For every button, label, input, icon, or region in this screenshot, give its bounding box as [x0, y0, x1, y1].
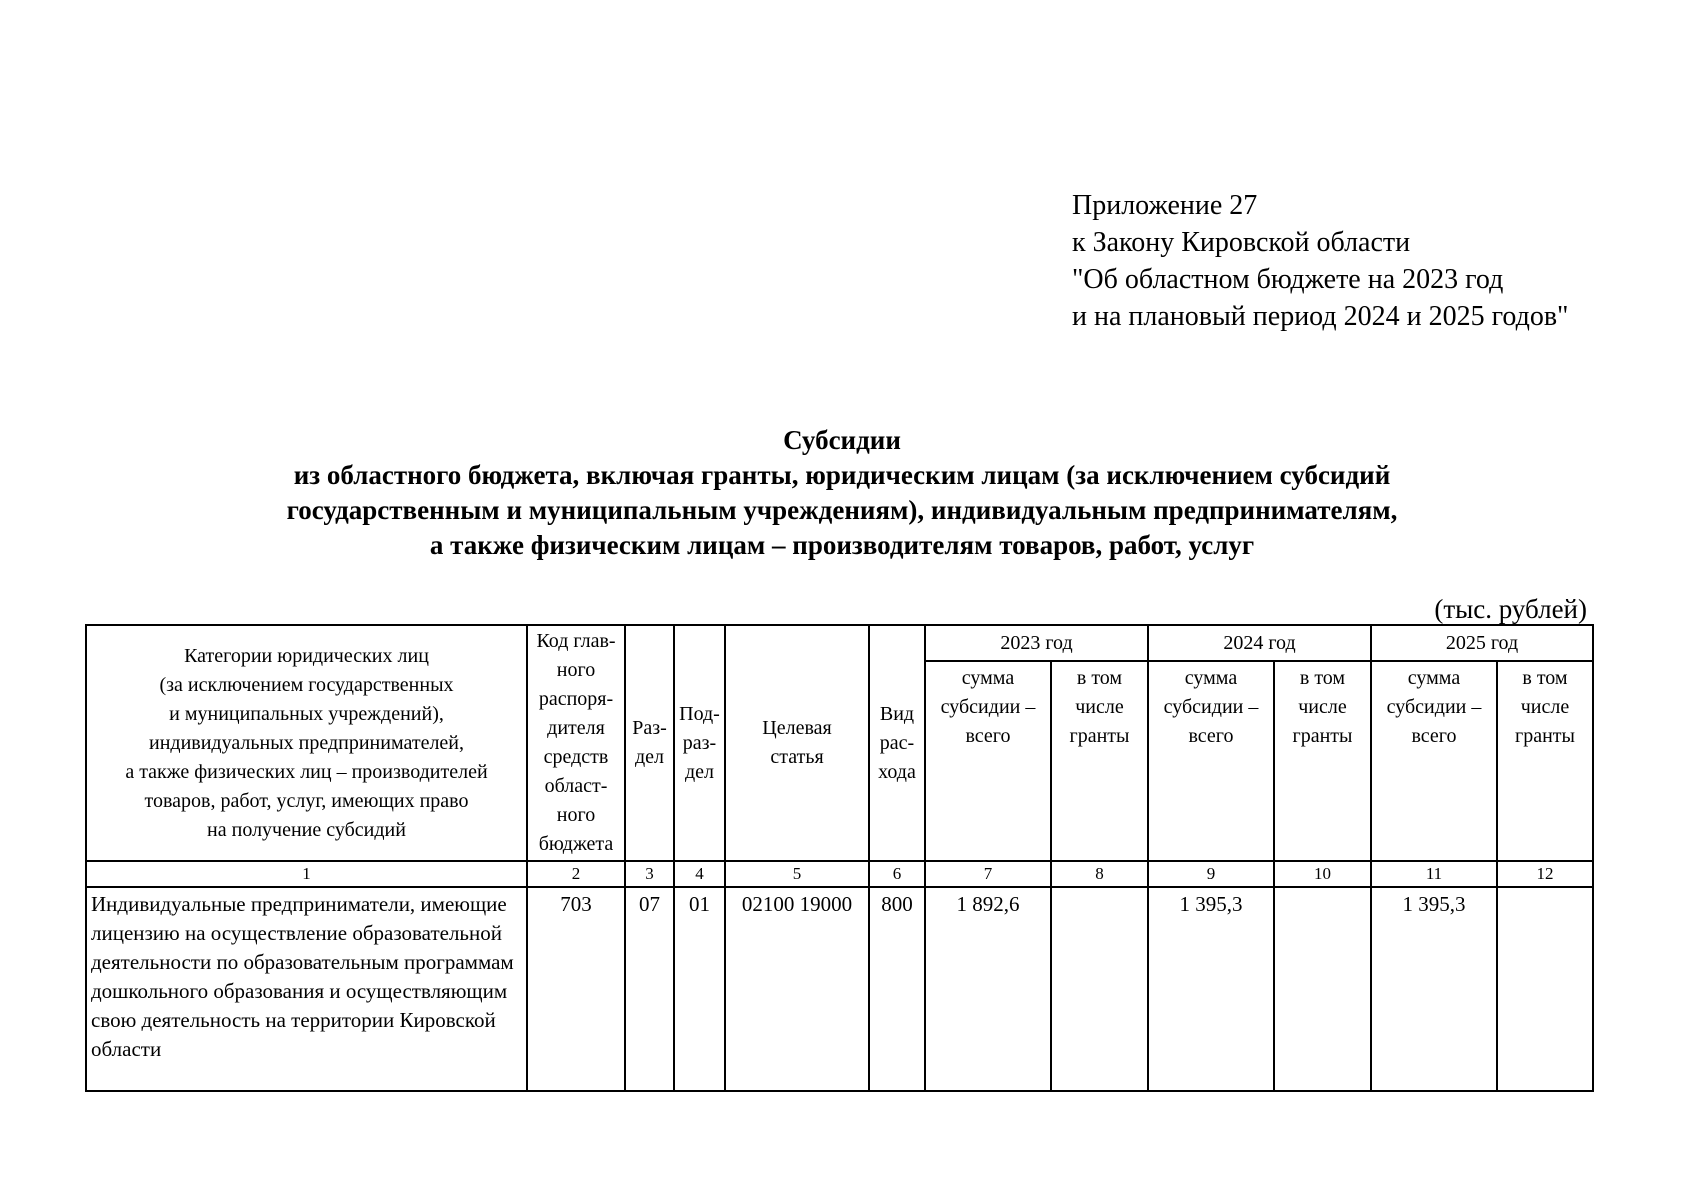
cell-sum-2023: 1 892,6 — [925, 887, 1051, 1091]
column-number: 11 — [1371, 861, 1497, 887]
column-number-row — [86, 861, 1593, 887]
header-subsection: Под- раз- дел — [674, 625, 725, 861]
cell-sum-2025: 1 395,3 — [1371, 887, 1497, 1091]
header-grants-2024: в том числе гранты — [1274, 661, 1371, 861]
appendix-line: Приложение 27 — [1072, 190, 1258, 221]
cell-subsection: 01 — [674, 887, 725, 1091]
title-line: а также физическим лицам – производителям товаров, работ, услуг — [429, 530, 1255, 560]
column-number: 6 — [869, 861, 925, 887]
appendix-line: "Об областном бюджете на 2023 год — [1072, 264, 1504, 295]
cell-grants-2024 — [1274, 887, 1371, 1091]
header-year-2023: 2023 год — [925, 625, 1148, 661]
header-row — [86, 625, 1593, 661]
header-sum-2023: сумма субсидии – всего — [925, 661, 1051, 861]
cell-target-item: 02100 19000 — [725, 887, 869, 1091]
header-grants-2025: в том числе гранты — [1497, 661, 1593, 861]
cell-grants-2023 — [1051, 887, 1148, 1091]
units-label: (тыс. рублей) — [1434, 594, 1587, 624]
subsidies-table — [85, 624, 1594, 1092]
cell-sum-2024: 1 395,3 — [1148, 887, 1274, 1091]
column-number: 7 — [925, 861, 1051, 887]
header-category: Категории юридических лиц (за исключением государственных и муниципальных учреждений), индивидуальных предпринимателей, а также физических лиц – производителей товаров, работ, услуг, имеющих право на получение субсидий — [86, 625, 527, 861]
appendix-line: и на плановый период 2024 и 2025 годов" — [1072, 301, 1569, 332]
column-number: 12 — [1497, 861, 1593, 887]
column-number: 1 — [86, 861, 527, 887]
header-sum-2025: сумма субсидии – всего — [1371, 661, 1497, 861]
header-grants-2023: в том числе гранты — [1051, 661, 1148, 861]
header-target-item: Целевая статья — [725, 625, 869, 861]
column-number: 2 — [527, 861, 625, 887]
header-expense-type: Вид рас- хода — [869, 625, 925, 861]
column-number: 10 — [1274, 861, 1371, 887]
appendix-line: к Закону Кировской области — [1072, 227, 1411, 258]
title-line: из областного бюджета, включая гранты, юридическим лицам (за исключением субсидий — [293, 460, 1391, 490]
header-year-2025: 2025 год — [1371, 625, 1593, 661]
cell-admin-code: 703 — [527, 887, 625, 1091]
table-row — [86, 887, 1593, 1091]
header-sum-2024: сумма субсидии – всего — [1148, 661, 1274, 861]
header-year-2024: 2024 год — [1148, 625, 1371, 661]
cell-expense-type: 800 — [869, 887, 925, 1091]
cell-category: Индивидуальные предприниматели, имеющие лицензию на осуществление образовательной деятельности по образовательным программам дошкольного образования и осуществляющим свою деятельность на территории Кировской области — [86, 887, 527, 1091]
title-line: государственным и муниципальным учреждениям), индивидуальным предпринимателям, — [286, 495, 1398, 525]
header-admin-code: Код глав- ного распоря- дителя средств област- ного бюджета — [527, 625, 625, 861]
column-number: 4 — [674, 861, 725, 887]
title-line: Субсидии — [783, 425, 901, 455]
cell-section: 07 — [625, 887, 674, 1091]
column-number: 3 — [625, 861, 674, 887]
column-number: 5 — [725, 861, 869, 887]
column-number: 8 — [1051, 861, 1148, 887]
cell-grants-2025 — [1497, 887, 1593, 1091]
document-title — [0, 423, 1684, 563]
header-section: Раз- дел — [625, 625, 674, 861]
appendix-reference — [1072, 187, 1568, 335]
column-number: 9 — [1148, 861, 1274, 887]
